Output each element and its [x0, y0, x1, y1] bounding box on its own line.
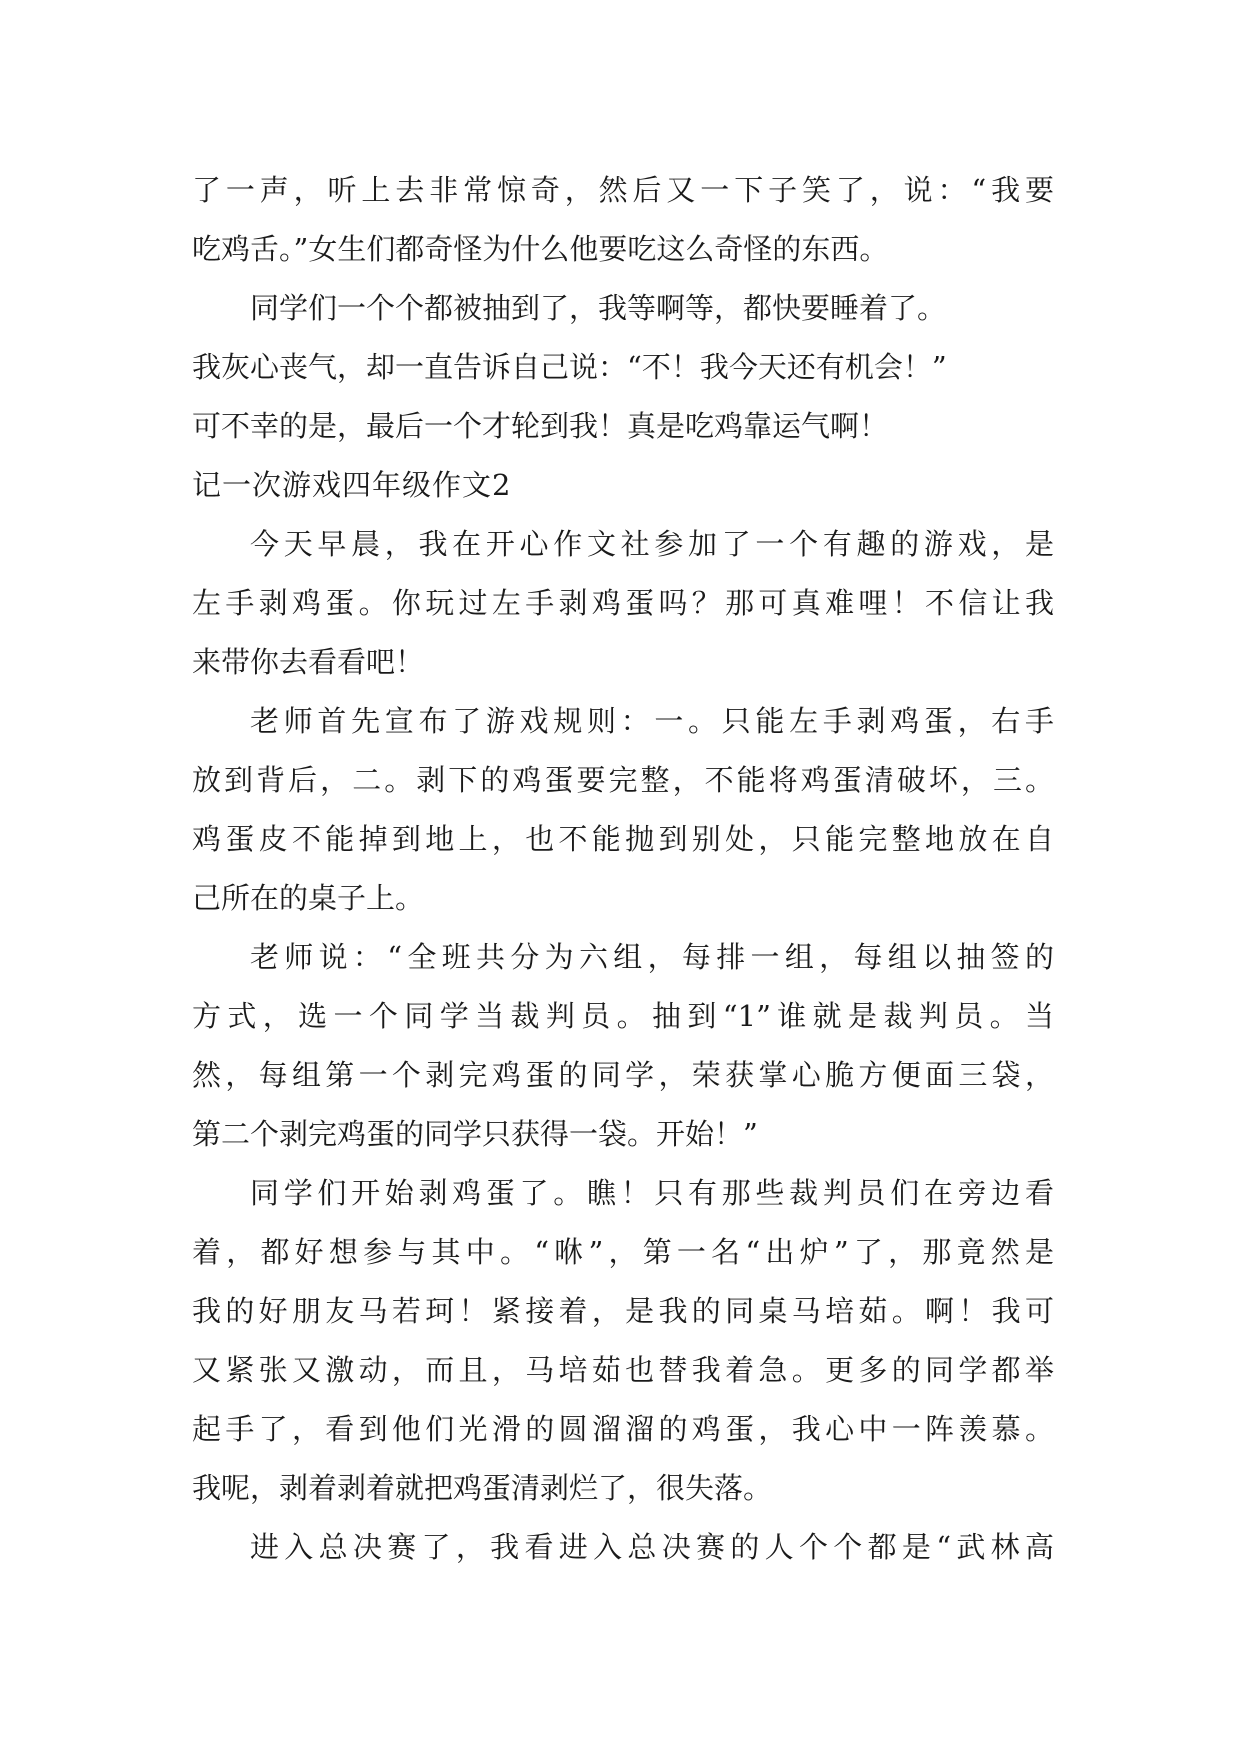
paragraph-line: 方式，选一个同学当裁判员。抽到“1”谁就是裁判员。当 — [192, 999, 1054, 1033]
paragraph-line: 又紧张又激动，而且，马培茹也替我着急。更多的同学都举 — [192, 1353, 1054, 1387]
paragraph-line: 我的好朋友马若珂！紧接着，是我的同桌马培茹。啊！我可 — [192, 1294, 1054, 1328]
paragraph-line: 第二个剥完鸡蛋的同学只获得一袋。开始！” — [192, 1117, 758, 1151]
paragraph-line: 进入总决赛了，我看进入总决赛的人个个都是“武林高 — [250, 1530, 1054, 1564]
paragraph-line: 起手了，看到他们光滑的圆溜溜的鸡蛋，我心中一阵羡慕。 — [192, 1412, 1054, 1446]
paragraph-line: 我呢，剥着剥着就把鸡蛋清剥烂了，很失落。 — [192, 1471, 773, 1505]
paragraph-line: 左手剥鸡蛋。你玩过左手剥鸡蛋吗？那可真难哩！不信让我 — [192, 586, 1054, 620]
paragraph-line: 然，每组第一个剥完鸡蛋的同学，荣获掌心脆方便面三袋， — [192, 1058, 1054, 1092]
essay-text — [192, 161, 1054, 1577]
paragraph-line: 鸡蛋皮不能掉到地上，也不能抛到别处，只能完整地放在自 — [192, 822, 1054, 856]
paragraph-line: 放到背后，二。剥下的鸡蛋要完整，不能将鸡蛋清破坏，三。 — [192, 763, 1054, 797]
paragraph-line: 可不幸的是，最后一个才轮到我！真是吃鸡靠运气啊！ — [192, 409, 889, 443]
paragraph-line: 同学们一个个都被抽到了，我等啊等，都快要睡着了。 — [250, 291, 947, 325]
paragraph-line: 着，都好想参与其中。“咻”，第一名“出炉”了，那竟然是 — [192, 1235, 1054, 1269]
paragraph-line: 今天早晨，我在开心作文社参加了一个有趣的游戏，是 — [250, 527, 1054, 561]
paragraph-line: 同学们开始剥鸡蛋了。瞧！只有那些裁判员们在旁边看 — [250, 1176, 1054, 1210]
paragraph-line: 老师首先宣布了游戏规则：一。只能左手剥鸡蛋，右手 — [250, 704, 1054, 738]
paragraph-line: 己所在的桌子上。 — [192, 881, 425, 915]
paragraph-line: 来带你去看看吧！ — [192, 645, 425, 679]
paragraph-line: 我灰心丧气，却一直告诉自己说：“不！我今天还有机会！” — [192, 350, 947, 384]
paragraph-line: 了一声，听上去非常惊奇，然后又一下子笑了，说：“我要 — [192, 173, 1054, 207]
essay-heading: 记一次游戏四年级作文2 — [192, 468, 512, 502]
paragraph-line: 老师说：“全班共分为六组，每排一组，每组以抽签的 — [250, 940, 1054, 974]
paragraph-line: 吃鸡舌。”女生们都奇怪为什么他要吃这么奇怪的东西。 — [192, 232, 889, 266]
